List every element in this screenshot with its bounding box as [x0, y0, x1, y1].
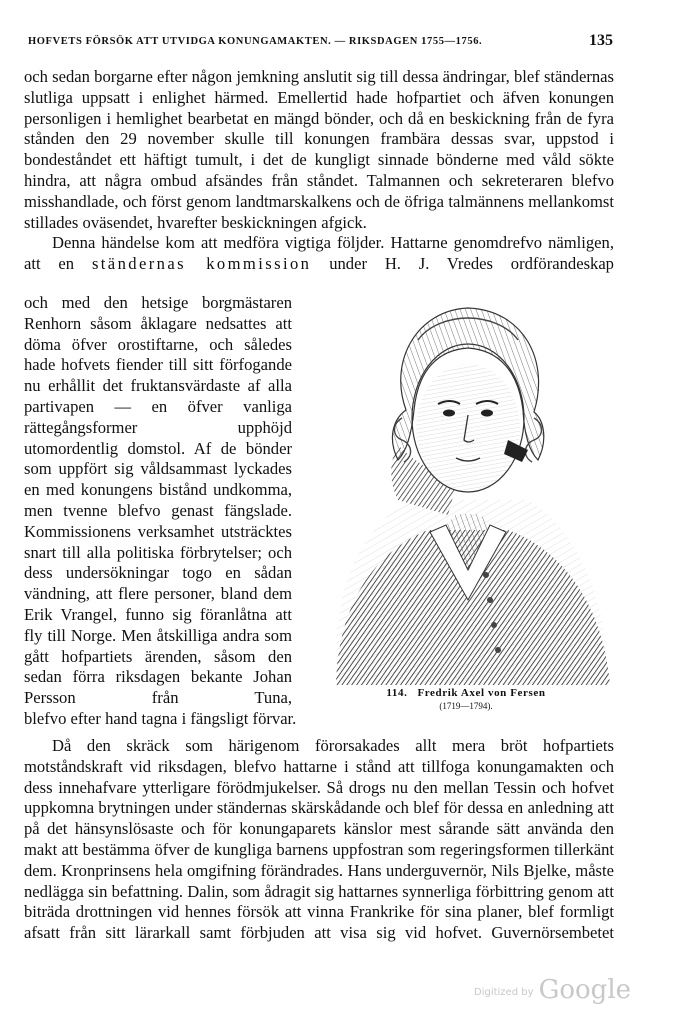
google-logo: Google: [538, 975, 632, 1005]
figure-name: Fredrik Axel von Fersen: [417, 687, 546, 699]
running-title: HOFVETS FÖRSÖK ATT UTVIDGA KONUNGAMAKTEN. — RIKSDAGEN 1755—1756.: [28, 36, 483, 47]
paragraph-2-text-a: Denna händelse kom att medföra vigtiga följder. Hattarne genomdrefvo nämligen, att en: [24, 233, 614, 274]
text-block-top: [24, 67, 614, 275]
figure-dates: (1719—1794).: [439, 701, 493, 711]
figure-caption: [318, 687, 614, 711]
commission-spaced-text: ständernas kommission: [91, 254, 312, 274]
figure-number: 114.: [386, 687, 408, 699]
paragraph-1: och sedan borgarne efter någon jemkning anslutit sig till dessa ändringar, blef ständernas slutliga uppsatt i enlighet härmed. Emellertid hade hofpartiet och äfven konungen personligen i hemlighet bearbetat en mängd bönder, och då en beskickning från de fyra stånden den 29 november skulle till konungen frambära dessas svar, uppstod i bondeståndet ett häftigt tumult, i det de kungligt sinnade bönderne med våld sökte hindra, att några ombud afsändes från ståndet. Talmannen och sekreteraren blefvo misshandlade, och först genom landtmarskalkens och de öfriga talmännens mellankomst stillades oväsendet, hvarefter beskickningen afgick.: [24, 67, 614, 232]
text-column-left: och med den hetsige borgmästaren Renhorn såsom åklagare nedsattes att döma öfver orostiftarne, och således hade hofvets fiender till sitt förfogande nu erhållit det fruktansvärdaste af alla partivapen — en öfver vanliga rättegångsformer upphöjd utomordentlig domstol. Af de bönder som uppfört sig våldsammast lyckades en med konungens bistånd undkomma, men tvenne blefvo genast fängslade. Kommissionens verksamhet utsträcktes snart till alla politiska förbrytelser; och dess undersökningar togo en sådan vändning, att flere personer, bland dem Erik Vrangel, funno sig föranlåtna att fly till Norge. Men åtskilliga andra som gått hofpartiets ärenden, såsom den sedan förra riksdagen bekante Johan Persson från Tuna,: [24, 293, 292, 708]
page-number: 135: [589, 32, 613, 49]
portrait-engraving-icon: [318, 300, 614, 685]
paragraph-2-text-b: under H. J. Vredes ordförandeskap: [329, 254, 614, 274]
watermark-prefix: Digitized by: [474, 987, 534, 998]
paragraph-2-tail: blefvo efter hand tagna i fängsligt förvar.: [24, 709, 297, 728]
paragraph-3: Då den skräck som härigenom förorsakades allt mera bröt hofpartiets motståndskraft vid riksdagen, blefvo hattarne i stånd att tillfoga konungamakten och dess innehafvare ytterligare förödmjukelser. Så drogs nu den mellan Tessin och hofvet uppkomna brytningen under ständernas skärskådande och blef för dessa en anledning att på det hänsynslösaste och för konungaparets känslor mest sårande sätt använda den makt att bestämma öfver de kungliga barnens uppfostran som regeringsformen tillerkänt dem. Kronprinsens hela omgifning förändrades. Hans underguvernör, Nils Bjelke, måste nedlägga sin befattning. Dalin, som ådragit sig hattarnes synnerliga förbittring genom att biträda drottningen vid hennes försök att vinna Frankrike för sina planer, blef formligt afsatt från sitt lärarkall samt förbjuden att visa sig vid hofvet. Guvernörsembetet: [24, 736, 614, 943]
paragraph-2-start: [24, 233, 614, 275]
digitization-watermark: [474, 975, 631, 1005]
